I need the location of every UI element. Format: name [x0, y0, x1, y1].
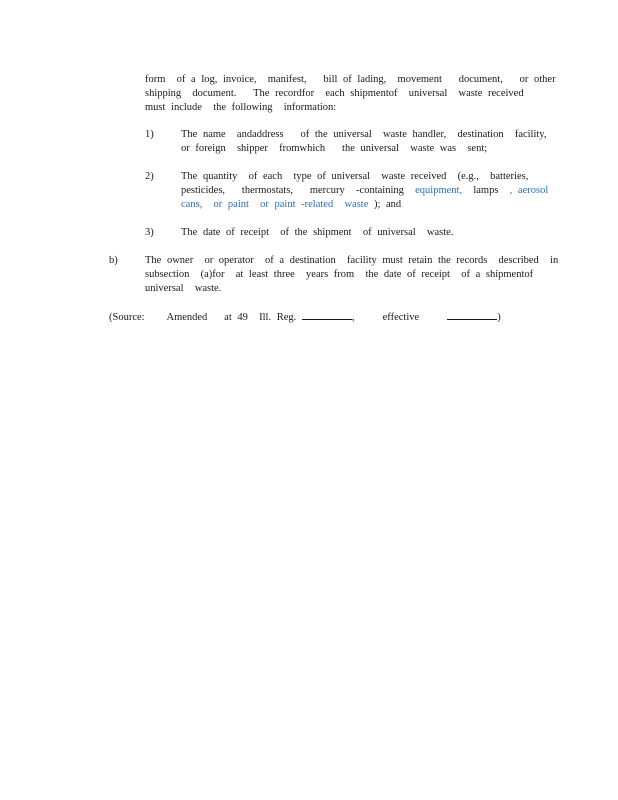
source-close: ) [497, 312, 501, 323]
intro-line-1: form of a log, invoice, manifest, bill of lading, movement document, or other [145, 74, 556, 85]
item-1-number: 1) [145, 129, 154, 140]
item-2-line-3-end: ); and [368, 199, 402, 210]
section-b-label: b) [109, 255, 118, 266]
item-1-line-2: or foreign shipper fromwhich the universal waste was sent; [181, 143, 488, 154]
item-2-line-2-text: pesticides, thermostats, mercury -containing [181, 185, 416, 196]
register-page-blank [302, 310, 352, 320]
item-3-line-1: The date of receipt of the shipment of universal waste. [181, 227, 454, 238]
section-b-line-3: universal waste. [145, 283, 222, 294]
section-b-line-2: subsection (a)for at least three years from the date of receipt of a shipmentof [145, 269, 534, 280]
item-2-number: 2) [145, 171, 154, 182]
source-separator: , [351, 312, 355, 323]
item-2-line-3 [181, 198, 401, 211]
item-3-number: 3) [145, 227, 154, 238]
source-prefix: (Source: Amended at 49 Ill. Reg. [109, 312, 297, 323]
effective-date-blank [447, 310, 497, 320]
source-note [109, 310, 501, 324]
section-b-line-1: The owner or operator of a destination facility must retain the records described in [145, 255, 559, 266]
item-2-line-1: The quantity of each type of universal waste received (e.g., batteries, [181, 171, 529, 182]
item-2-line-2 [181, 184, 548, 197]
item-2-line-2-lamps: lamps [462, 185, 510, 196]
item-1-line-1: The name andaddress of the universal waste handler, destination facility, [181, 129, 547, 140]
source-effective: effective [382, 312, 420, 323]
item-2-added-equipment: equipment, [415, 185, 463, 196]
intro-line-2: shipping document. The recordfor each shipmentof universal waste received [145, 88, 524, 99]
intro-line-3: must include the following information: [145, 102, 337, 113]
item-2-added-paint-waste: cans, or paint or paint -related waste [181, 199, 369, 210]
item-2-added-aerosol: , aerosol [509, 185, 549, 196]
